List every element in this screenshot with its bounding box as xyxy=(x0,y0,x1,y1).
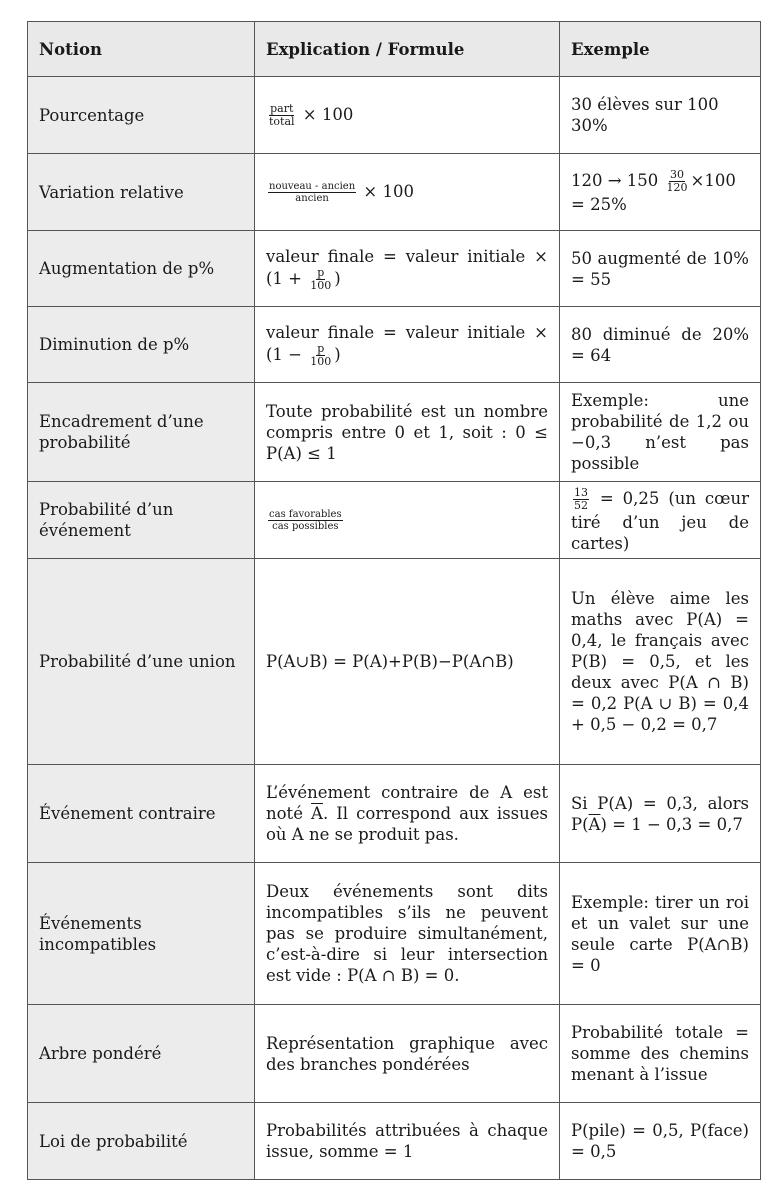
formula-cell: Probabilités attribuées à chaque issue, somme = 1 xyxy=(255,1103,560,1180)
example-cell: P(pile) = 0,5, P(face) = 0,5 xyxy=(560,1103,761,1180)
formula-cell: valeur finale = valeur initiale × (1 − $\frac{p}{100}$ ) xyxy=(255,307,560,383)
fraction: $\frac{\text{part}}{\text{total}}$ xyxy=(269,101,295,128)
notions-table xyxy=(27,21,761,1180)
formula-cell: L’événement contraire de A est noté $\overline{A}$. Il correspond aux issues où A ne se produit pas. xyxy=(255,765,560,863)
fraction: $\frac{13}{52}$ xyxy=(574,485,588,512)
header-formula: Explication / Formule xyxy=(255,22,560,77)
notion-cell: Événement contraire xyxy=(28,765,255,863)
table-row xyxy=(28,765,761,863)
table-row xyxy=(28,383,761,482)
formula-cell: $\frac{\text{part}}{\text{total}}$ × 100 xyxy=(255,77,560,154)
formula-cell: Deux événements sont dits incompatibles s’ils ne peuvent pas se produire simultanément, c’est-à-dire si leur intersection est vide : P(A ∩ B) = 0. xyxy=(255,863,560,1005)
example-cell: Exemple: tirer un roi et un valet sur une seule carte P(A∩B) = 0 xyxy=(560,863,761,1005)
fraction: $\frac{\text{cas favorables}}{\text{cas possibles}}$ xyxy=(269,508,342,532)
fraction: $\frac{30}{120}$ xyxy=(666,168,688,194)
fraction: $\frac{p}{100}$ xyxy=(310,341,332,368)
notion-cell: Diminution de p% xyxy=(28,307,255,383)
fraction: $\frac{\text{nouveau - ancien}}{\text{ancien}}$ xyxy=(269,180,356,204)
table-row xyxy=(28,1005,761,1103)
notion-cell: Événements incompatibles xyxy=(28,863,255,1005)
formula-cell: P(A∪B) = P(A)+P(B)−P(A∩B) xyxy=(255,559,560,765)
notion-cell: Pourcentage xyxy=(28,77,255,154)
formula-cell: valeur finale = valeur initiale × (1 + $\frac{p}{100}$ ) xyxy=(255,231,560,307)
notion-cell: Probabilité d’un événement xyxy=(28,482,255,559)
example-cell: 30 élèves sur 100 30% xyxy=(560,77,761,154)
table-row xyxy=(28,231,761,307)
formula-cell xyxy=(255,482,560,559)
table-row xyxy=(28,863,761,1005)
table-row xyxy=(28,1103,761,1180)
notion-cell: Probabilité d’une union xyxy=(28,559,255,765)
example-cell: Un élève aime les maths avec P(A) = 0,4, le français avec P(B) = 0,5, et les deux avec P(A ∩ B) = 0,2 P(A ∪ B) = 0,4 + 0,5 − 0,2 = 0,7 xyxy=(560,559,761,765)
example-cell: Probabilité totale = somme des chemins menant à l’issue xyxy=(560,1005,761,1103)
probability-table xyxy=(27,21,760,1180)
table-row xyxy=(28,154,761,231)
formula-cell: $\frac{\text{nouveau - ancien}}{\text{ancien}}$ × 100 xyxy=(255,154,560,231)
header-notion: Notion xyxy=(28,22,255,77)
table-row xyxy=(28,307,761,383)
example-cell: $\frac{13}{52}$ = 0,25 (un cœur tiré d’un jeu de cartes) xyxy=(560,482,761,559)
example-cell: 80 diminué de 20% = 64 xyxy=(560,307,761,383)
notion-cell: Variation relative xyxy=(28,154,255,231)
example-cell: Exemple: une probabilité de 1,2 ou −0,3 n’est pas possible xyxy=(560,383,761,482)
example-cell: Si P(A) = 0,3, alors $P(\overline{A}) = 1 - 0,3 = 0,7$ xyxy=(560,765,761,863)
table-row xyxy=(28,77,761,154)
notion-cell: Augmentation de p% xyxy=(28,231,255,307)
notion-cell: Encadrement d’une probabilité xyxy=(28,383,255,482)
notion-cell: Arbre pondéré xyxy=(28,1005,255,1103)
table-row xyxy=(28,559,761,765)
formula-cell: Représentation graphique avec des branches pondérées xyxy=(255,1005,560,1103)
table-row xyxy=(28,482,761,559)
example-cell: 120 → 150 $\frac{30}{120}$ ×100 = 25% xyxy=(560,154,761,231)
header-row xyxy=(28,22,761,77)
formula-cell: Toute probabilité est un nombre compris entre 0 et 1, soit : 0 ≤ P(A) ≤ 1 xyxy=(255,383,560,482)
notion-cell: Loi de probabilité xyxy=(28,1103,255,1180)
fraction: $\frac{p}{100}$ xyxy=(310,265,332,292)
header-example: Exemple xyxy=(560,22,761,77)
example-cell: 50 augmenté de 10% = 55 xyxy=(560,231,761,307)
